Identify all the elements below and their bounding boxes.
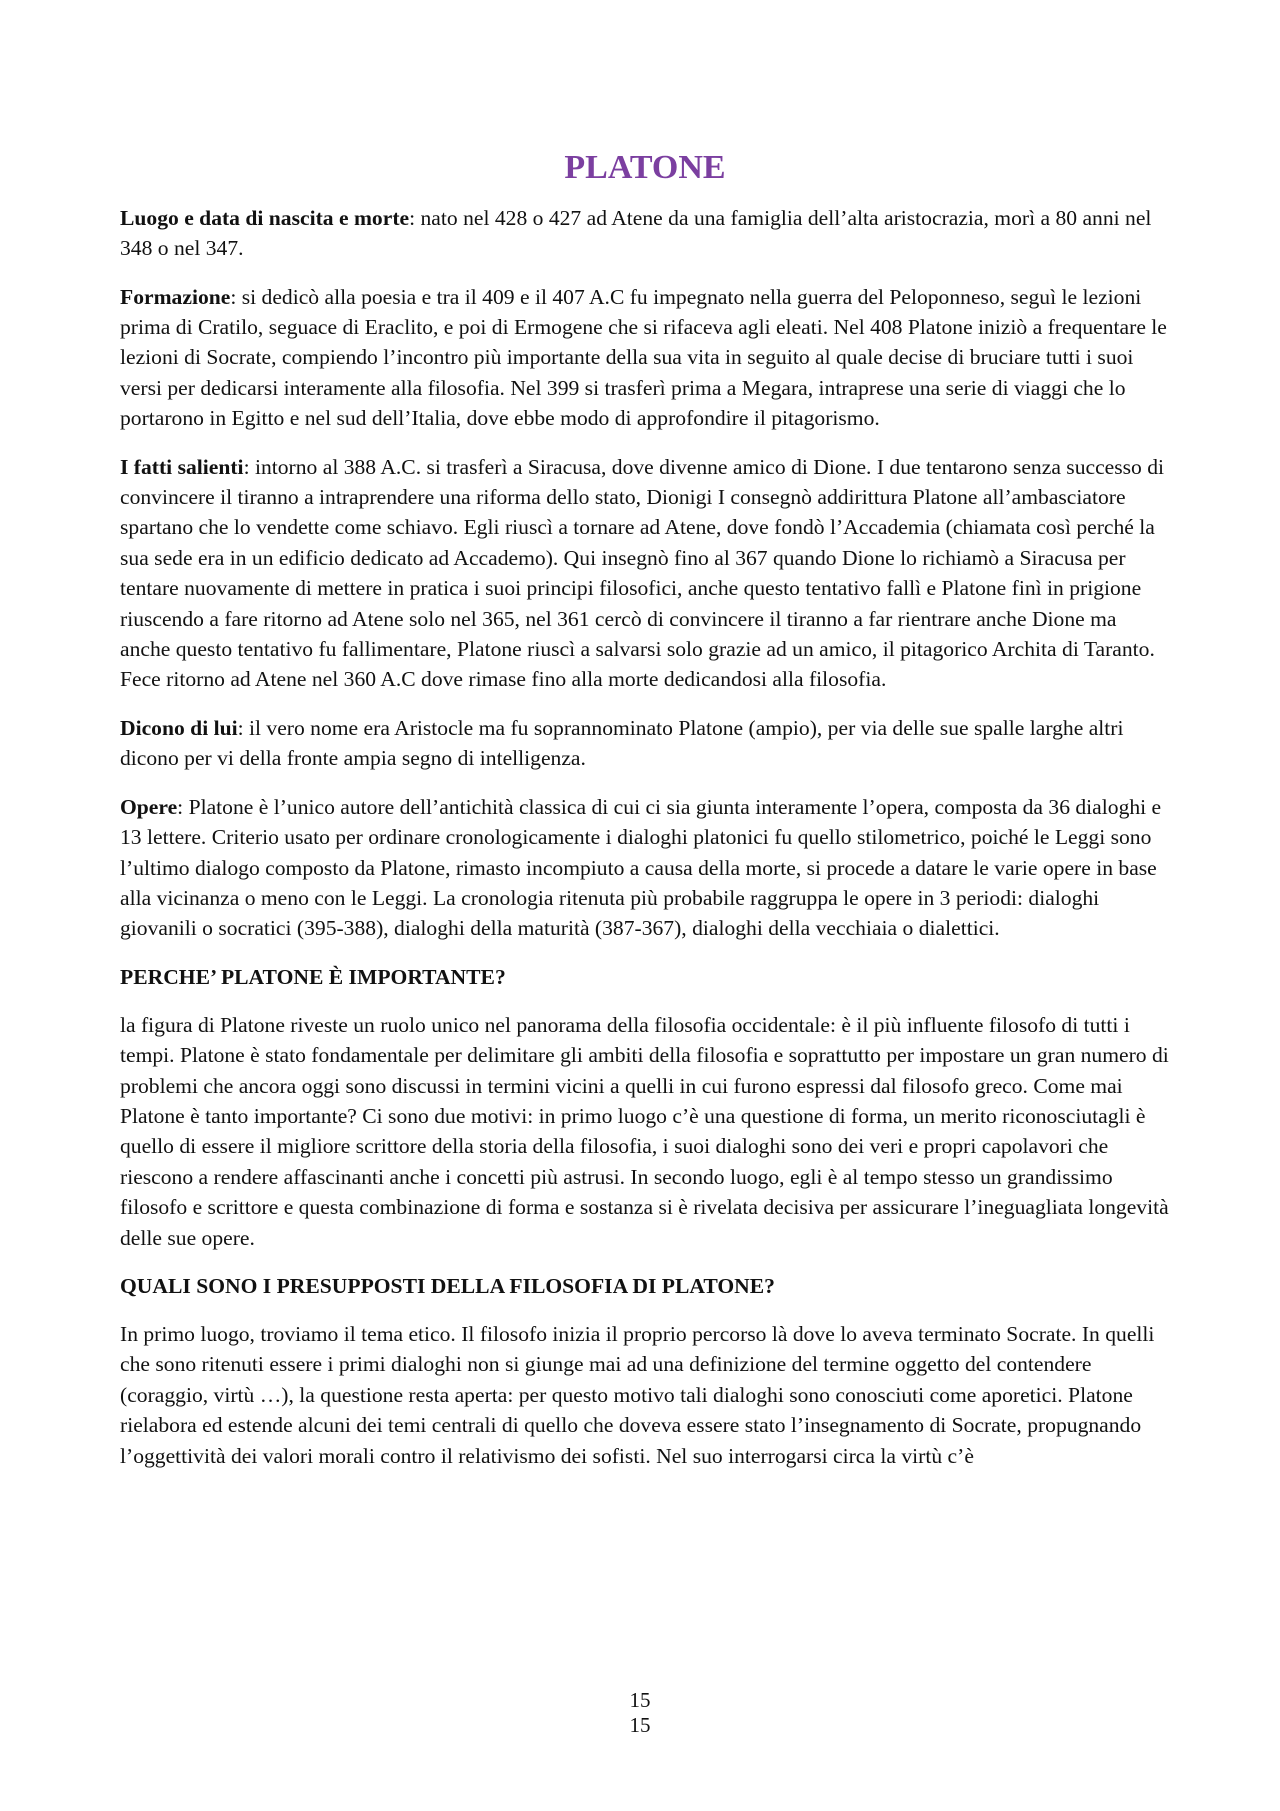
label-opere: Opere [120,794,178,819]
text-opere: : Platone è l’unico autore dell’antichità classica di cui ci sia giunta interamente l’opera, composta da 36 dialoghi e 13 lettere. Criterio usato per ordinare cronologicamente i dialoghi platonici fu quello stilometrico, poiché le Leggi sono l’ultimo dialogo composto da Platone, rimasto incompiuto a causa della morte, si procede a datare le varie opere in base alla vicinanza o meno con le Leggi. La cronologia ritenuta più probabile raggruppa le opere in 3 periodi: dialoghi giovanili o socratici (395-388), dialoghi della maturità (387-367), dialoghi della vecchiaia o dialettici. [120,794,1162,941]
text-dicono-di-lui: : il vero nome era Aristocle ma fu soprannominato Platone (ampio), per via delle sue spalle larghe altri dicono per vi della fronte ampia segno di intelligenza. [120,715,1124,771]
text-formazione: : si dedicò alla poesia e tra il 409 e il 407 A.C fu impegnato nella guerra del Peloponneso, seguì le lezioni prima di Cratilo, seguace di Eraclito, e poi di Ermogene che si rifaceva agli eleati. Nel 408 Platone iniziò a frequentare le lezioni di Socrate, compiendo l’incontro più importante della sua vita in seguito al quale decise di bruciare tutti i suoi versi per dedicarsi interamente alla filosofia. Nel 399 si trasferì prima a Megara, intraprese una serie di viaggi che lo portarono in Egitto e nel sud dell’Italia, dove ebbe modo di approfondire il pitagorismo. [120,284,1167,431]
paragraph-perche-importante: la figura di Platone riveste un ruolo unico nel panorama della filosofia occidentale: è il più influente filosofo di tutti i tempi. Platone è stato fondamentale per delimitare gli ambiti della filosofia e soprattutto per impostare un gran numero di problemi che ancora oggi sono discussi in termini vicini a quelli in cui furono espressi dal filosofo greco. Come mai Platone è tanto importante? Ci sono due motivi: in primo luogo c’è una questione di forma, un merito riconosciutagli è quello di essere il migliore scrittore della storia della filosofia, i suoi dialoghi sono dei veri e propri capolavori che riescono a rendere affascinanti anche i concetti più astrusi. In secondo luogo, egli è al tempo stesso un grandissimo filosofo e scrittore e questa combinazione di forma e sostanza si è rivelata decisiva per assicurare l’ineguagliata longevità delle sue opere. [120,1012,1169,1250]
paragraph-formazione [120,282,1170,434]
paragraph-nascita [120,203,1170,264]
label-dicono-di-lui: Dicono di lui [120,715,238,740]
page-number-footer [0,1688,1280,1738]
label-nascita: Luogo e data di nascita e morte [120,205,410,230]
document-page [120,148,1170,1489]
paragraph-fatti-salienti [120,452,1170,695]
text-fatti-salienti: : intorno al 388 A.C. si trasferì a Siracusa, dove divenne amico di Dione. I due tentarono senza successo di convincere il tiranno a intraprendere una riforma dello stato, Dionigi I consegnò addirittura Platone all’ambasciatore spartano che lo vendette come schiavo. Egli riuscì a tornare ad Atene, dove fondò l’Accademia (chiamata così perché la sua sede era in un edificio dedicato ad Accademo). Qui insegnò fino al 367 quando Dione lo richiamò a Siracusa per tentare nuovamente di mettere in pratica i suoi principi filosofici, anche questo tentativo fallì e Platone finì in prigione riuscendo a fare ritorno ad Atene solo nel 365, nel 361 cercò di convincere il tiranno a far rientrare anche Dione ma anche questo tentativo fu fallimentare, Platone riuscì a salvarsi solo grazie ad un amico, il pitagorico Archita di Taranto. Fece ritorno ad Atene nel 360 A.C dove rimase fino alla morte dedicandosi alla filosofia. [120,454,1165,692]
text-nascita: : nato nel 428 o 427 ad Atene da una famiglia dell’alta aristocrazia, morì a 80 anni nel 348 o nel 347. [120,205,1152,261]
heading-perche-importante: PERCHE’ PLATONE È IMPORTANTE? [120,964,506,989]
page-number: 15 [629,1688,651,1712]
heading-presupposti: QUALI SONO I PRESUPPOSTI DELLA FILOSOFIA DI PLATONE? [120,1273,775,1298]
paragraph-opere [120,792,1170,944]
page-number: 15 [629,1713,651,1737]
label-fatti-salienti: I fatti salienti [120,454,244,479]
paragraph-dicono-di-lui [120,713,1170,774]
paragraph-presupposti: In primo luogo, troviamo il tema etico. Il filosofo inizia il proprio percorso là dove lo aveva terminato Socrate. In quelli che sono ritenuti essere i primi dialoghi non si giunge mai ad una definizione del termine oggetto del contendere (coraggio, virtù …), la questione resta aperta: per questo motivo tali dialoghi sono conosciuti come aporetici. Platone rielabora ed estende alcuni dei temi centrali di quello che doveva essere stato l’insegnamento di Socrate, propugnando l’oggettività dei valori morali contro il relativismo dei sofisti. Nel suo interrogarsi circa la virtù c’è [120,1321,1155,1468]
page-title: PLATONE [564,149,726,186]
label-formazione: Formazione [120,284,231,309]
